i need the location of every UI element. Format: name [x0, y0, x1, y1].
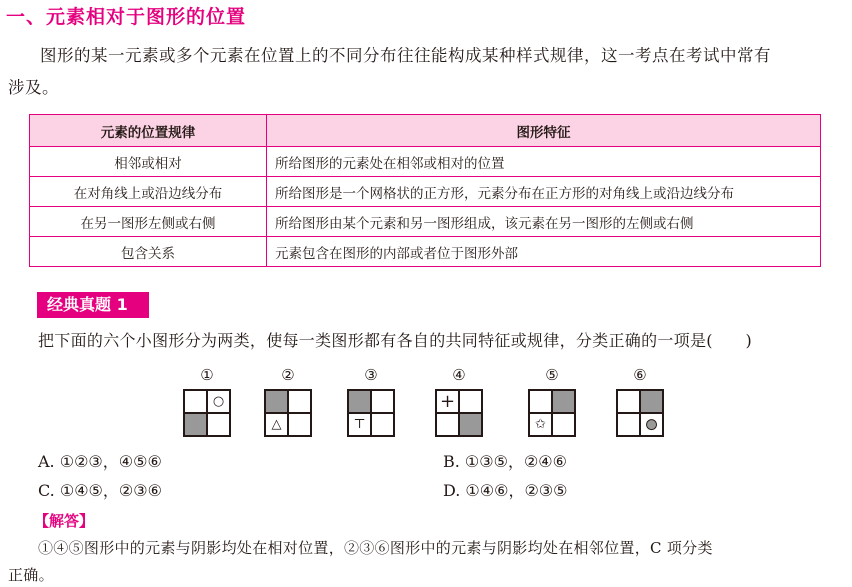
shaded-cell: [265, 390, 288, 413]
table-cell: 所给图形由某个元素和另一图形组成，该元素在另一图形的左侧或右侧: [267, 207, 821, 237]
grid-cell: [640, 413, 663, 436]
table-cell: 包含关系: [30, 237, 267, 267]
table-header-cell: 图形特征: [267, 115, 821, 147]
table-cell: 在另一图形左侧或右侧: [30, 207, 267, 237]
intro-line-2: 涉及。: [8, 78, 59, 97]
table-cell: 在对角线上或沿边线分布: [30, 177, 267, 207]
grid-cell: [207, 413, 230, 436]
star-icon: ✩: [535, 417, 546, 432]
grid-cell: [459, 390, 482, 413]
option-c: C. ①④⑤，②③⑥: [38, 481, 162, 500]
figure-label: ④: [452, 366, 466, 384]
filled-circle-icon: ●: [645, 417, 658, 432]
grid-cell: [207, 390, 230, 413]
table-header-row: [30, 115, 821, 147]
cross-icon: +: [439, 391, 456, 412]
shaded-cell: [348, 390, 371, 413]
grid-cell: [617, 390, 640, 413]
table-row: [30, 147, 821, 177]
option-d: D. ①④⑥，②③⑤: [443, 481, 568, 500]
shaded-cell: [184, 413, 207, 436]
figure-label: ①: [200, 366, 214, 384]
position-rules-table: [29, 114, 821, 267]
figure-grid: [528, 389, 576, 437]
grid-cell: [265, 413, 288, 436]
answer-line-1: ①④⑤图形中的元素与阴影均处在相对位置，②③⑥图形中的元素与阴影均处在相邻位置，C 项分类: [38, 539, 713, 557]
grid-cell: [529, 413, 552, 436]
figure-grid: [435, 389, 483, 437]
grid-cell: [371, 390, 394, 413]
option-a: A. ①②③，④⑤⑥: [38, 452, 162, 471]
figure-grid: [183, 389, 231, 437]
grid-cell: [617, 413, 640, 436]
figure-label: ⑥: [633, 366, 647, 384]
answer-line-2: 正确。: [8, 566, 54, 584]
figure-label: ②: [281, 366, 295, 384]
grid-cell: [288, 390, 311, 413]
question-text: 把下面的六个小图形分为两类，使每一类图形都有各自的共同特征或规律，分类正确的一项是( ): [38, 331, 752, 350]
t-shape-icon: ⊤: [353, 417, 366, 432]
grid-cell: [288, 413, 311, 436]
figure-grid: [616, 389, 664, 437]
option-b: B. ①③⑤，②④⑥: [443, 452, 567, 471]
figure-label: ⑤: [545, 366, 559, 384]
triangle-icon: △: [271, 417, 282, 432]
table-row: [30, 177, 821, 207]
figure-label: ③: [364, 366, 378, 384]
figure-grid: [347, 389, 395, 437]
grid-cell: [184, 390, 207, 413]
table-row: [30, 207, 821, 237]
table-row: [30, 237, 821, 267]
grid-cell: [371, 413, 394, 436]
example-badge: 经典真题 1: [37, 292, 149, 318]
section-title: 一、元素相对于图形的位置: [6, 6, 247, 28]
shaded-cell: [459, 413, 482, 436]
table-cell: 元素包含在图形的内部或者位于图形外部: [267, 237, 821, 267]
grid-cell: [348, 413, 371, 436]
grid-cell: [436, 413, 459, 436]
grid-cell: [436, 390, 459, 413]
table-cell: 相邻或相对: [30, 147, 267, 177]
table-cell: 所给图形是一个网格状的正方形，元素分布在正方形的对角线上或沿边线分布: [267, 177, 821, 207]
grid-cell: [529, 390, 552, 413]
table-cell: 所给图形的元素处在相邻或相对的位置: [267, 147, 821, 177]
shaded-cell: [552, 390, 575, 413]
table-header-cell: 元素的位置规律: [30, 115, 267, 147]
circle-icon: ○: [212, 394, 225, 409]
intro-line-1: 图形的某一元素或多个元素在位置上的不同分布往往能构成某种样式规律，这一考点在考试中常有: [40, 46, 771, 65]
shaded-cell: [640, 390, 663, 413]
figure-grid: [264, 389, 312, 437]
answer-label: 【解答】: [34, 512, 95, 530]
grid-cell: [552, 413, 575, 436]
